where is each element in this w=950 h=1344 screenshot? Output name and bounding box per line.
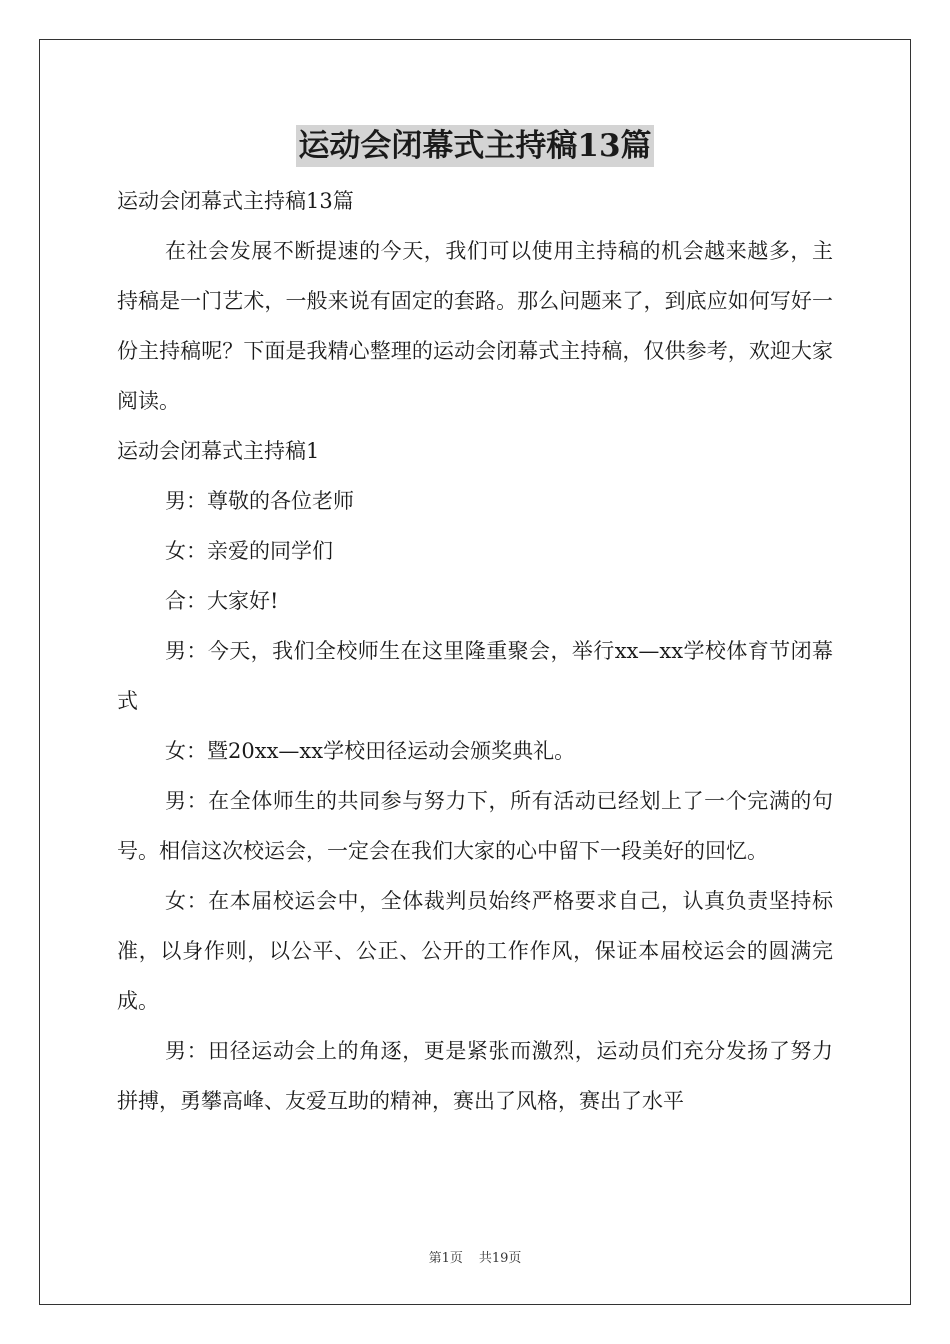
page-footer — [0, 1247, 950, 1266]
dialogue-line: 女：亲爱的同学们 — [165, 539, 333, 563]
dialogue-line: 男：田径运动会上的角逐，更是紧张而激烈，运动员们充分发扬了努力拼搏，勇攀高峰、友爱互助的精神，赛出了风格，赛出了水平 — [117, 1039, 833, 1113]
title-container — [0, 125, 950, 167]
dialogue-line: 合：大家好! — [165, 589, 279, 613]
intro-paragraph: 在社会发展不断提速的今天，我们可以使用主持稿的机会越来越多，主持稿是一门艺术，一般来说有固定的套路。那么问题来了，到底应如何写好一份主持稿呢？下面是我精心整理的运动会闭幕式主持稿，仅供参考，欢迎大家阅读。 — [117, 239, 833, 413]
section-heading: 运动会闭幕式主持稿1 — [117, 439, 320, 463]
subtitle: 运动会闭幕式主持稿13篇 — [117, 189, 354, 213]
dialogue-line: 女：暨20xx—xx学校田径运动会颁奖典礼。 — [165, 739, 576, 763]
page-total: 共19页 — [478, 1251, 522, 1266]
document-title: 运动会闭幕式主持稿13篇 — [296, 125, 653, 167]
dialogue-line: 女：在本届校运会中，全体裁判员始终严格要求自己，认真负责坚持标准，以身作则，以公平、公正、公开的工作作风，保证本届校运会的圆满完成。 — [117, 889, 833, 1013]
dialogue-line: 男：今天，我们全校师生在这里隆重聚会，举行xx—xx学校体育节闭幕式 — [117, 639, 833, 713]
dialogue-line: 男：在全体师生的共同参与努力下，所有活动已经划上了一个完满的句号。相信这次校运会，一定会在我们大家的心中留下一段美好的回忆。 — [117, 789, 833, 863]
page-number: 第1页 — [428, 1251, 463, 1266]
document-body — [117, 176, 833, 1126]
dialogue-line: 男：尊敬的各位老师 — [165, 489, 354, 513]
